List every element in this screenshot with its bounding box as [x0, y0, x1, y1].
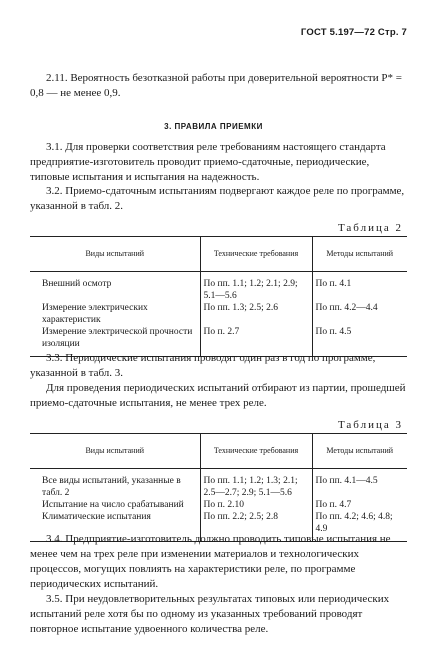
paragraph-3-3: 3.3. Периодические испытания проводят один раз в год по программе, указанной в табл. 3.	[30, 352, 376, 379]
header-cell: Технические требования	[200, 237, 312, 272]
section-title: 3. ПРАВИЛА ПРИЕМКИ	[164, 122, 263, 131]
table-cell: По пп. 2.2; 2.5; 2.8	[200, 511, 312, 542]
table-cell: По пп. 1.1; 1.2; 2.1; 2.9; 5.1—5.6	[200, 272, 312, 303]
table-cell: По пп. 4.1—4.5	[312, 469, 407, 500]
table-cell: По п. 2.7	[200, 326, 312, 357]
paragraph-3-2: 3.2. Приемо-сдаточным испытаниям подвергают каждое реле по программе, указанной в табл. 2.	[30, 185, 405, 212]
table-header-row	[30, 237, 407, 272]
table-cell: Измерение электрических характеристик	[42, 303, 148, 325]
table-3-caption: Таблица 3	[337, 419, 403, 431]
header-cell: Виды испытаний	[30, 237, 200, 272]
table-2	[30, 236, 407, 357]
table-2-caption: Таблица 2	[337, 222, 403, 234]
table-cell: По п. 4.7	[312, 499, 407, 511]
table-3	[30, 433, 407, 542]
header-cell: Методы испытаний	[312, 434, 407, 469]
paragraph-3-4: 3.4. Предприятие-изготовитель должно проводить типовые испытания не менее чем на трех реле при изменении материалов и технологических процессов, могущих повлиять на характеристики реле, по программе периодических испытаний.	[30, 533, 391, 590]
header-cell: Виды испытаний	[30, 434, 200, 469]
table-cell: По пп. 4.2—4.4	[312, 302, 407, 326]
header-cell: Методы испытаний	[312, 237, 407, 272]
table-cell: Измерение электрической прочности изоляции	[30, 326, 200, 357]
paragraph-3-3-sampling: Для проведения периодических испытаний отбирают из партии, прошедшей приемо-сдаточные испытания, не менее трех реле.	[30, 382, 406, 409]
table-cell: По п. 2.10	[200, 499, 312, 511]
header-cell: Технические требования	[200, 434, 312, 469]
table-cell: Испытание на число срабатываний	[42, 500, 184, 510]
paragraph-3-5: 3.5. При неудовлетворительных результатах типовых или периодических испытаний реле хотя бы по одному из указанных требований проводят повторное испытание удвоенного количества реле.	[30, 593, 390, 635]
table-cell: По пп. 4.2; 4.6; 4.8; 4.9	[312, 511, 407, 542]
table-cell: По пп. 1.3; 2.5; 2.6	[200, 302, 312, 326]
table-cell: Климатические испытания	[30, 511, 200, 542]
page-header: ГОСТ 5.197—72 Стр. 7	[300, 27, 407, 38]
table-cell: По п. 4.5	[312, 326, 407, 357]
table-header-row	[30, 434, 407, 469]
table-row	[30, 499, 407, 511]
table-cell: По пп. 1.1; 1.2; 1.3; 2.1; 2.5—2.7; 2.9; 5.1—5.6	[200, 469, 312, 500]
paragraph-3-1: 3.1. Для проверки соответствия реле требованиям настоящего стандарта предприятие-изготовитель проводит приемо-сдаточные, периодические, типовые испытания и испытания на надежность.	[30, 141, 386, 183]
table-row	[30, 272, 407, 303]
paragraph-2-11: 2.11. Вероятность безотказной работы при доверительной вероятности P* = 0,8 — не менее 0,9.	[30, 72, 402, 99]
table-cell: По п. 4.1	[312, 272, 407, 303]
table-row	[30, 469, 407, 500]
table-row	[30, 302, 407, 326]
table-cell: Внешний осмотр	[42, 279, 112, 289]
table-cell: Все виды испытаний, указанные в табл. 2	[42, 476, 181, 498]
